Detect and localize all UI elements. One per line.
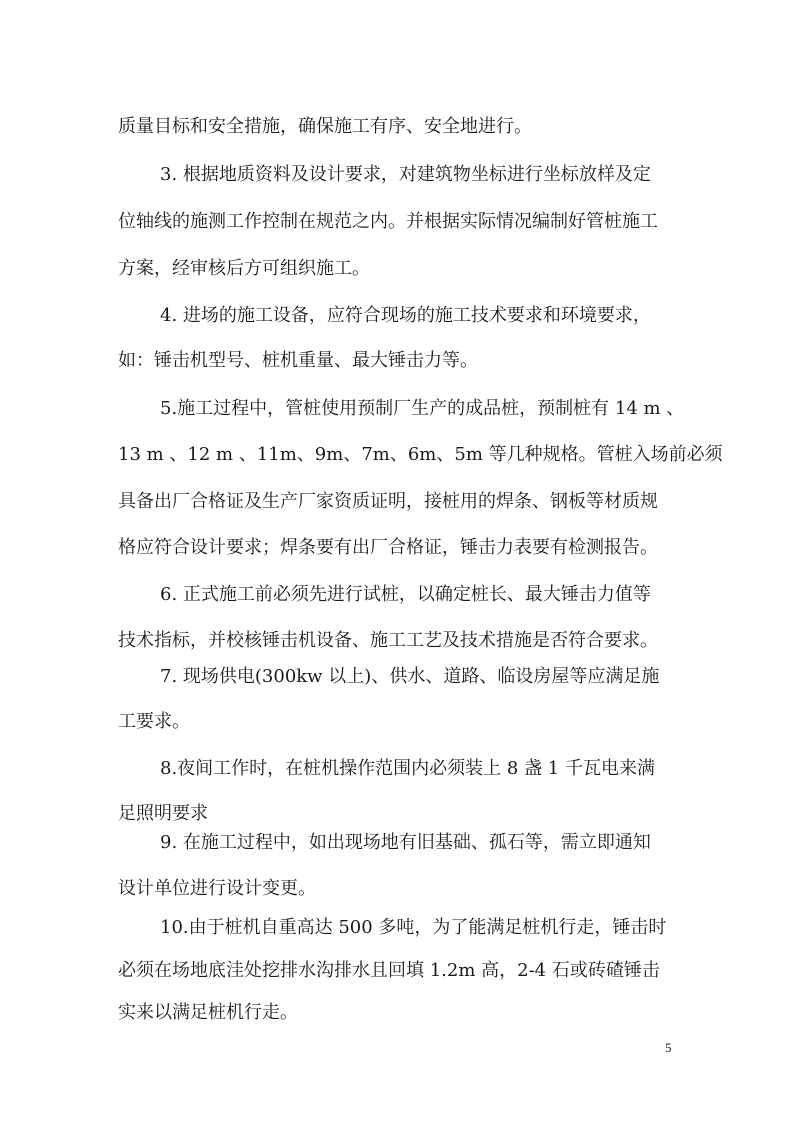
text-line: 5.施工过程中，管桩使用预制厂生产的成品桩，预制桩有 14 m 、 [160,398,685,419]
text-line: 设计单位进行设计变更。 [118,878,316,899]
text-line: 如：锤击机型号、桩机重量、最大锤击力等。 [118,350,478,371]
text-line: 7. 现场供电(300kw 以上)、供水、道路、临设房屋等应满足施 [160,666,660,687]
text-line: 9. 在施工过程中，如出现场地有旧基础、孤石等，需立即通知 [160,832,651,853]
text-line: 13 m 、12 m 、11m、9m、7m、6m、5m 等几种规格。管桩入场前必须 [118,444,723,465]
text-line: 位轴线的施测工作控制在规范之内。并根据实际情况编制好管桩施工 [118,211,658,232]
text-line: 6. 正式施工前必须先进行试桩，以确定桩长、最大锤击力值等 [160,584,651,605]
text-line: 4. 进场的施工设备，应符合现场的施工技术要求和环境要求， [160,305,651,326]
text-line: 实来以满足桩机行走。 [118,1002,298,1023]
text-line: 3. 根据地质资料及设计要求，对建筑物坐标进行坐标放样及定 [160,164,651,185]
text-line: 方案，经审核后方可组织施工。 [118,258,370,279]
page-number: 5 [665,1040,672,1055]
text-line: 工要求。 [118,711,190,732]
text-line: 技术指标，并校核锤击机设备、施工工艺及技术措施是否符合要求。 [118,630,658,651]
text-line: 足照明要求 [118,803,208,824]
text-line: 必须在场地底洼处挖排水沟排水且回填 1.2m 高，2-4 石或砖碴锤击 [118,960,660,981]
text-line: 具备出厂合格证及生产厂家资质证明，接桩用的焊条、钢板等材质规 [118,491,658,512]
text-line: 8.夜间工作时，在桩机操作范围内必须装上 8 盏 1 千瓦电来满 [160,758,655,779]
text-line: 质量目标和安全措施，确保施工有序、安全地进行。 [118,116,532,137]
text-line: 10.由于桩机自重高达 500 多吨，为了能满足桩机行走，锤击时 [160,917,667,938]
text-line: 格应符合设计要求；焊条要有出厂合格证，锤击力表要有检测报告。 [118,537,658,558]
